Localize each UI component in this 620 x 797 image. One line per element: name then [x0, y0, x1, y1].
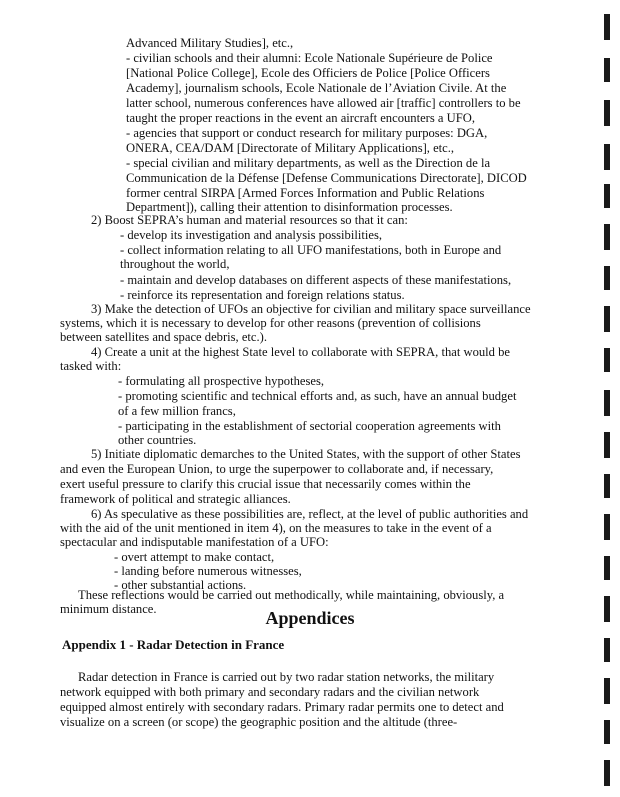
text-line: - promoting scientific and technical efforts and, as such, have an annual budget	[118, 389, 517, 403]
text-line: - maintain and develop databases on different aspects of these manifestations,	[120, 273, 512, 287]
binding-hole	[604, 596, 610, 622]
text-line: exert useful pressure to clarify this crucial issue that necessarily comes within the	[60, 477, 471, 491]
text-line: - develop its investigation and analysis possibilities,	[120, 228, 382, 242]
binding-hole	[604, 224, 610, 250]
text-line: - collect information relating to all UFO manifestations, both in Europe and	[120, 243, 502, 257]
text-line: - special civilian and military departments, as well as the Direction de la	[126, 156, 491, 170]
text-line: - overt attempt to make contact,	[114, 550, 275, 564]
binding-hole	[604, 514, 610, 540]
text-line: ONERA, CEA/DAM [Directorate of Military Applications], etc.,	[126, 141, 455, 155]
list-item-heading: 6) As speculative as these possibilities are, reflect, at the level of public authorities and	[91, 507, 529, 521]
text-line: Department]), calling their attention to disinformation processes.	[126, 200, 453, 214]
text-line: taught the proper reactions in the event an aircraft encounters a UFO,	[126, 111, 475, 125]
text-line: equipped almost entirely with secondary radars. Primary radar permits one to detect and	[60, 700, 504, 714]
text-line: latter school, numerous conferences have allowed air [traffic] controllers to be	[126, 96, 521, 110]
text-line: framework of political and strategic alliances.	[60, 492, 291, 506]
binding-hole	[604, 678, 610, 704]
binding-hole	[604, 720, 610, 744]
text-line: These reflections would be carried out methodically, while maintaining, obviously, a	[78, 588, 505, 602]
text-line: Radar detection in France is carried out by two radar station networks, the military	[78, 670, 495, 684]
binding-hole	[604, 348, 610, 372]
appendices-title: Appendices	[265, 608, 355, 628]
text-line: - formulating all prospective hypotheses,	[118, 374, 324, 388]
list-item-heading: 4) Create a unit at the highest State level to collaborate with SEPRA, that would be	[91, 345, 510, 359]
text-line: minimum distance.	[60, 602, 157, 616]
text-line: Communication de la Défense [Defense Communications Directorate], DICOD	[126, 171, 527, 185]
text-line: - other substantial actions.	[114, 578, 247, 592]
text-line: other countries.	[118, 433, 197, 447]
binding-hole	[604, 58, 610, 82]
binding-hole	[604, 14, 610, 40]
binding-hole	[604, 474, 610, 498]
binding-hole	[604, 144, 610, 170]
list-item-heading: 5) Initiate diplomatic demarches to the United States, with the support of other States	[91, 447, 521, 461]
text-line: systems, which it is necessary to develop for other reasons (prevention of collisions	[60, 316, 481, 330]
appendix-heading: Appendix 1 - Radar Detection in France	[62, 637, 285, 652]
text-line: - participating in the establishment of sectorial cooperation agreements with	[118, 419, 501, 433]
binding-hole	[604, 100, 610, 126]
list-item-heading: 2) Boost SEPRA’s human and material resources so that it can:	[91, 213, 408, 227]
text-line: former central SIRPA [Armed Forces Information and Public Relations	[126, 186, 485, 200]
binding-hole	[604, 638, 610, 662]
text-line: between satellites and space debris, etc.).	[60, 330, 268, 344]
binding-hole	[604, 306, 610, 332]
text-line: - reinforce its representation and foreign relations status.	[120, 288, 405, 302]
binding-hole	[604, 432, 610, 458]
text-line: throughout the world,	[120, 257, 230, 271]
text-line: with the aid of the unit mentioned in item 4), on the measures to take in the event of a	[60, 521, 492, 535]
text-line: tasked with:	[60, 359, 122, 373]
text-line: of a few million francs,	[118, 404, 236, 418]
text-line: visualize on a screen (or scope) the geographic position and the altitude (three-	[60, 715, 458, 729]
binding-hole	[604, 390, 610, 416]
text-line: spectacular and indisputable manifestation of a UFO:	[60, 535, 329, 549]
list-item-heading: 3) Make the detection of UFOs an objective for civilian and military space surveillance	[91, 302, 531, 316]
text-line: - civilian schools and their alumni: Ecole Nationale Supérieure de Police	[126, 51, 493, 65]
text-line: Academy], journalism schools, Ecole Nationale de l’Aviation Civile. At the	[126, 81, 507, 95]
binding-hole	[604, 266, 610, 290]
text-line: - landing before numerous witnesses,	[114, 564, 302, 578]
text-line: - agencies that support or conduct research for military purposes: DGA,	[126, 126, 488, 140]
text-line: Advanced Military Studies], etc.,	[126, 36, 294, 50]
text-line: network equipped with both primary and secondary radars and the civilian network	[60, 685, 480, 699]
binding-hole	[604, 184, 610, 208]
binding-hole	[604, 760, 610, 786]
text-line: [National Police College], Ecole des Officiers de Police [Police Officers	[126, 66, 490, 80]
text-line: and even the European Union, to urge the superpower to collaborate and, if necessary,	[60, 462, 494, 476]
binding-hole	[604, 556, 610, 580]
